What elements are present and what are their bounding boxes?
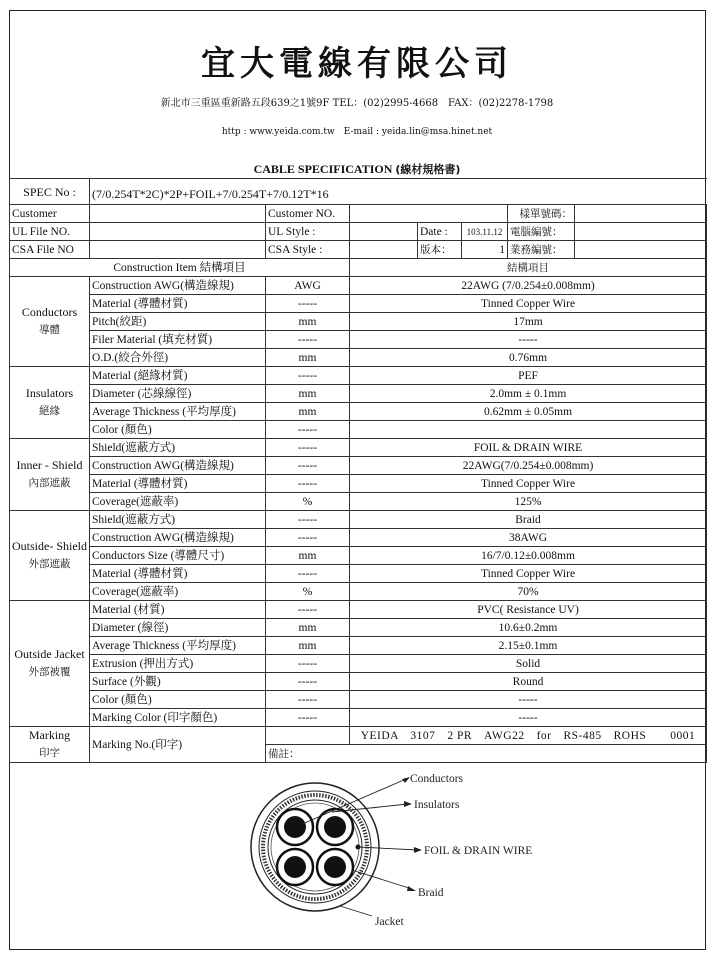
leader-arrowheads — [402, 777, 422, 891]
item-value: 10.6±0.2mm — [350, 619, 707, 637]
remark-label: 備註： — [268, 747, 300, 760]
item-value: 2.0mm ± 0.1mm — [350, 385, 707, 403]
item-value: Solid — [350, 655, 707, 673]
spec-row — [10, 655, 707, 673]
item-unit: ----- — [266, 475, 350, 493]
item-unit: ----- — [266, 691, 350, 709]
spec-row — [10, 637, 707, 655]
customer-label: Customer — [10, 205, 90, 223]
item-unit: ----- — [266, 439, 350, 457]
ul-file-label: UL File NO. — [10, 223, 90, 241]
item-unit: mm — [266, 385, 350, 403]
marking-group-label — [10, 727, 90, 763]
item-unit: mm — [266, 547, 350, 565]
company-web-email: http : www.yeida.com.tw E-mail : yeida.lin@msa.hinet.net — [221, 127, 493, 137]
spec-row — [10, 583, 707, 601]
remark-cell — [266, 745, 707, 763]
marking-row — [10, 727, 707, 745]
customer-no-label: Customer NO. — [266, 205, 350, 223]
item-label: Filer Material (填充材質) — [90, 331, 266, 349]
item-unit: ----- — [266, 673, 350, 691]
sample-no-value — [575, 205, 707, 223]
group-label-en: Outside Jacket — [14, 647, 85, 661]
label-insulators: Insulators — [414, 799, 460, 811]
version-label: 版本： — [418, 241, 462, 259]
item-label: Material (導體材質) — [90, 565, 266, 583]
item-unit: ----- — [266, 601, 350, 619]
spec-row — [10, 493, 707, 511]
company-address: 新北市三重區重新路五段639之1號9F TEL：(02)2995-4668 FAX：(02)2278-1798 — [160, 98, 554, 109]
item-label: Construction AWG(構造線規) — [90, 529, 266, 547]
item-unit: ----- — [266, 457, 350, 475]
item-value: Braid — [350, 511, 707, 529]
spec-row — [10, 475, 707, 493]
item-unit: mm — [266, 619, 350, 637]
item-unit: mm — [266, 403, 350, 421]
company-name: 宜大電線有限公司 — [201, 44, 513, 84]
sales-no-label: 業務編號： — [508, 241, 575, 259]
group-label-zh: 內部遮蔽 — [28, 477, 71, 489]
item-unit: % — [266, 493, 350, 511]
spec-title-en: CABLE SPECIFICATION — [253, 162, 393, 176]
item-unit: ----- — [266, 421, 350, 439]
marking-spacer — [266, 727, 350, 745]
spec-row — [10, 457, 707, 475]
item-label: Color (顏色) — [90, 691, 266, 709]
item-label: Coverage(遮蔽率) — [90, 493, 266, 511]
item-value: 2.15±0.1mm — [350, 637, 707, 655]
item-unit: mm — [266, 349, 350, 367]
item-value: FOIL & DRAIN WIRE — [350, 439, 707, 457]
group-label-zh: 外部被覆 — [28, 666, 71, 678]
item-label: Extrusion (押出方式) — [90, 655, 266, 673]
item-value: ----- — [350, 691, 707, 709]
item-value: Tinned Copper Wire — [350, 475, 707, 493]
item-value: ----- — [350, 709, 707, 727]
item-unit: ----- — [266, 529, 350, 547]
item-value: PEF — [350, 367, 707, 385]
item-unit: mm — [266, 637, 350, 655]
spec-row — [10, 601, 707, 619]
spec-no-label: SPEC No : — [10, 179, 90, 205]
csa-file-value — [90, 241, 266, 259]
item-value: Tinned Copper Wire — [350, 565, 707, 583]
item-label: Shield(遮蔽方式) — [90, 439, 266, 457]
spec-title — [0, 161, 714, 177]
spec-row — [10, 421, 707, 439]
ul-file-value — [90, 223, 266, 241]
csa-style-label: CSA Style : — [266, 241, 350, 259]
item-label: Diameter (線徑) — [90, 619, 266, 637]
item-unit: mm — [266, 313, 350, 331]
spec-row — [10, 709, 707, 727]
group-label — [10, 367, 90, 439]
spec-row — [10, 349, 707, 367]
spec-row — [10, 691, 707, 709]
group-label — [10, 511, 90, 601]
spec-row — [10, 565, 707, 583]
item-unit: ----- — [266, 709, 350, 727]
spec-row — [10, 529, 707, 547]
item-value: 0.76mm — [350, 349, 707, 367]
spec-row — [10, 439, 707, 457]
marking-item-label: Marking No.(印字) — [90, 727, 266, 763]
sample-no-label: 樣單號碼： — [508, 205, 575, 223]
item-label: Average Thickness (平均厚度) — [90, 637, 266, 655]
csa-style-value — [350, 241, 418, 259]
item-unit: ----- — [266, 655, 350, 673]
item-value: 70% — [350, 583, 707, 601]
item-label: Construction AWG(構造線規) — [90, 457, 266, 475]
sales-no-value — [575, 241, 707, 259]
item-unit: % — [266, 583, 350, 601]
item-label: Color (顏色) — [90, 421, 266, 439]
item-value: 38AWG — [350, 529, 707, 547]
item-label: Average Thickness (平均厚度) — [90, 403, 266, 421]
item-label: Construction AWG(構造線規) — [90, 277, 266, 295]
customer-value — [90, 205, 266, 223]
item-label: Marking Color (印字顏色) — [90, 709, 266, 727]
item-value: 16/7/0.12±0.008mm — [350, 547, 707, 565]
group-label — [10, 601, 90, 727]
customer-no-value — [350, 205, 508, 223]
item-value: 125% — [350, 493, 707, 511]
item-value — [350, 421, 707, 439]
group-label-zh: 導體 — [39, 324, 60, 336]
item-value: 22AWG(7/0.254±0.008mm) — [350, 457, 707, 475]
label-foil-drain: FOIL & DRAIN WIRE — [424, 845, 533, 857]
item-value: PVC( Resistance UV) — [350, 601, 707, 619]
ul-style-label: UL Style : — [266, 223, 350, 241]
spec-row — [10, 385, 707, 403]
structure-item-header: 結構項目 — [350, 259, 707, 277]
csa-file-label: CSA File NO — [10, 241, 90, 259]
item-value: 17mm — [350, 313, 707, 331]
item-label: Coverage(遮蔽率) — [90, 583, 266, 601]
cable-cross-section-diagram — [240, 770, 580, 940]
group-label-zh: 外部遮蔽 — [28, 558, 71, 570]
item-unit: ----- — [266, 511, 350, 529]
marking-label-zh: 印字 — [39, 747, 60, 759]
item-value: 22AWG (7/0.254±0.008mm) — [350, 277, 707, 295]
label-braid: Braid — [418, 887, 444, 899]
item-label: Shield(遮蔽方式) — [90, 511, 266, 529]
item-value: ----- — [350, 331, 707, 349]
spec-row — [10, 619, 707, 637]
marking-text: YEIDA 3107 2 PR AWG22 for RS-485 ROHS 0001 — [350, 727, 707, 745]
item-value: Round — [350, 673, 707, 691]
spec-row — [10, 295, 707, 313]
group-label — [10, 439, 90, 511]
spec-row — [10, 331, 707, 349]
spec-row — [10, 313, 707, 331]
item-label: Conductors Size (導體尺寸) — [90, 547, 266, 565]
spec-table — [9, 178, 707, 763]
construction-item-header: Construction Item 結構項目 — [10, 259, 350, 277]
item-value: 0.62mm ± 0.05mm — [350, 403, 707, 421]
date-label: Date : — [418, 223, 462, 241]
marking-label-en: Marking — [28, 728, 71, 742]
version-value: 1 — [462, 241, 508, 259]
item-label: Pitch(絞距) — [90, 313, 266, 331]
item-value: Tinned Copper Wire — [350, 295, 707, 313]
spec-row — [10, 511, 707, 529]
spec-row — [10, 403, 707, 421]
item-label: Material (導體材質) — [90, 475, 266, 493]
item-label: Diameter (芯線線徑) — [90, 385, 266, 403]
group-label — [10, 277, 90, 367]
ul-style-value — [350, 223, 418, 241]
computer-no-label: 電腦編號： — [508, 223, 575, 241]
spec-title-zh: (線材規格書) — [395, 163, 461, 176]
date-value: 103.11.12 — [462, 223, 508, 241]
spec-row — [10, 673, 707, 691]
group-label-en: Outside- Shield — [12, 539, 87, 553]
item-label: O.D.(絞合外徑) — [90, 349, 266, 367]
spec-no-value: (7/0.254T*2C)*2P+FOIL+7/0.254T+7/0.12T*16 — [90, 179, 707, 205]
spec-row — [10, 367, 707, 385]
group-label-zh: 絕緣 — [39, 405, 60, 417]
item-label: Material (導體材質) — [90, 295, 266, 313]
item-unit: ----- — [266, 367, 350, 385]
item-label: Surface (外觀) — [90, 673, 266, 691]
item-unit: ----- — [266, 295, 350, 313]
item-label: Material (絕緣材質) — [90, 367, 266, 385]
group-label-en: Inner - Shield — [16, 458, 83, 472]
label-jacket: Jacket — [375, 916, 404, 928]
group-label-en: Insulators — [25, 386, 74, 400]
computer-no-value — [575, 223, 707, 241]
item-unit: ----- — [266, 331, 350, 349]
item-unit: AWG — [266, 277, 350, 295]
item-label: Material (材質) — [90, 601, 266, 619]
spec-row — [10, 547, 707, 565]
item-unit: ----- — [266, 565, 350, 583]
spec-row — [10, 277, 707, 295]
group-label-en: Conductors — [21, 305, 78, 319]
label-conductors: Conductors — [410, 773, 464, 785]
